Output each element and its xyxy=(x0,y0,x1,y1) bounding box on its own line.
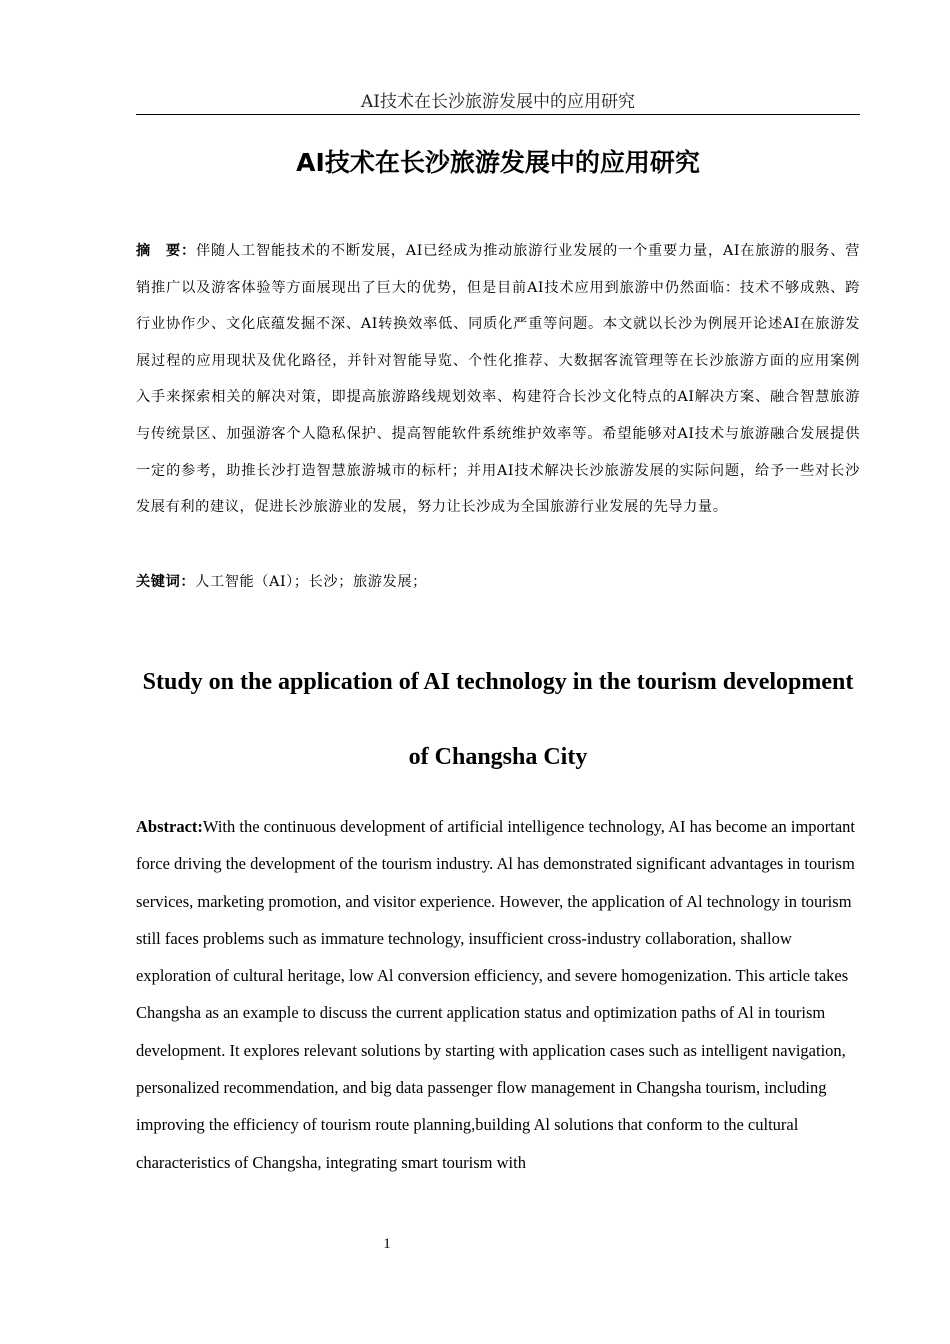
page-number: 1 xyxy=(383,1236,391,1252)
english-abstract-text: With the continuous development of artificial intelligence technology, AI has become an important force driving the development of the tourism industry. Al has demonstrated significant advantages in tourism services, marketing promotion, and visitor experience. However, the application of Al technology in tourism still faces problems such as immature technology, insufficient cross-industry collaboration, shallow exploration of cultural heritage, low Al conversion efficiency, and severe homogenization. This article takes Changsha as an example to discuss the current application status and optimization paths of Al in tourism development. It explores relevant solutions by starting with application cases such as intelligent navigation, personalized recommendation, and big data passenger flow management in Changsha tourism, including improving the efficiency of tourism route planning,building Al solutions that conform to the cultural characteristics of Changsha, integrating smart tourism with xyxy=(136,817,856,1172)
english-title: Study on the application of AI technology in the tourism development of Changsha City xyxy=(142,669,854,770)
chinese-keywords-text: 人工智能（AI）；长沙；旅游发展； xyxy=(195,574,427,590)
chinese-title: AI技术在长沙旅游发展中的应用研究 xyxy=(296,148,700,177)
chinese-keywords-label: 关键词： xyxy=(136,574,196,590)
chinese-abstract xyxy=(136,233,860,526)
chinese-keywords xyxy=(136,567,860,597)
chinese-abstract-label: 摘 要： xyxy=(136,243,196,259)
header-rule xyxy=(136,114,860,115)
english-abstract-label: Abstract: xyxy=(136,817,203,836)
chinese-abstract-text: 伴随人工智能技术的不断发展，AI已经成为推动旅游行业发展的一个重要力量，AI在旅游的服务、营销推广以及游客体验等方面展现出了巨大的优势，但是目前AI技术应用到旅游中仍然面临：技术不够成熟、跨行业协作少、文化底蕴发掘不深、AI转换效率低、同质化严重等问题。本文就以长沙为例展开论述AI在旅游发展过程的应用现状及优化路径，并针对智能导览、个性化推荐、大数据客流管理等在长沙旅游方面的应用案例入手来探索相关的解决对策，即提高旅游路线规划效率、构建符合长沙文化特点的AI解决方案、融合智慧旅游与传统景区、加强游客个人隐私保护、提高智能软件系统维护效率等。希望能够对AI技术与旅游融合发展提供一定的参考，助推长沙打造智慧旅游城市的标杆；并用AI技术解决长沙旅游发展的实际问题，给予一些对长沙发展有利的建议，促进长沙旅游业的发展，努力让长沙成为全国旅游行业发展的先导力量。 xyxy=(136,243,860,516)
english-abstract xyxy=(136,808,860,1181)
running-header: AI技术在长沙旅游发展中的应用研究 xyxy=(361,92,635,112)
